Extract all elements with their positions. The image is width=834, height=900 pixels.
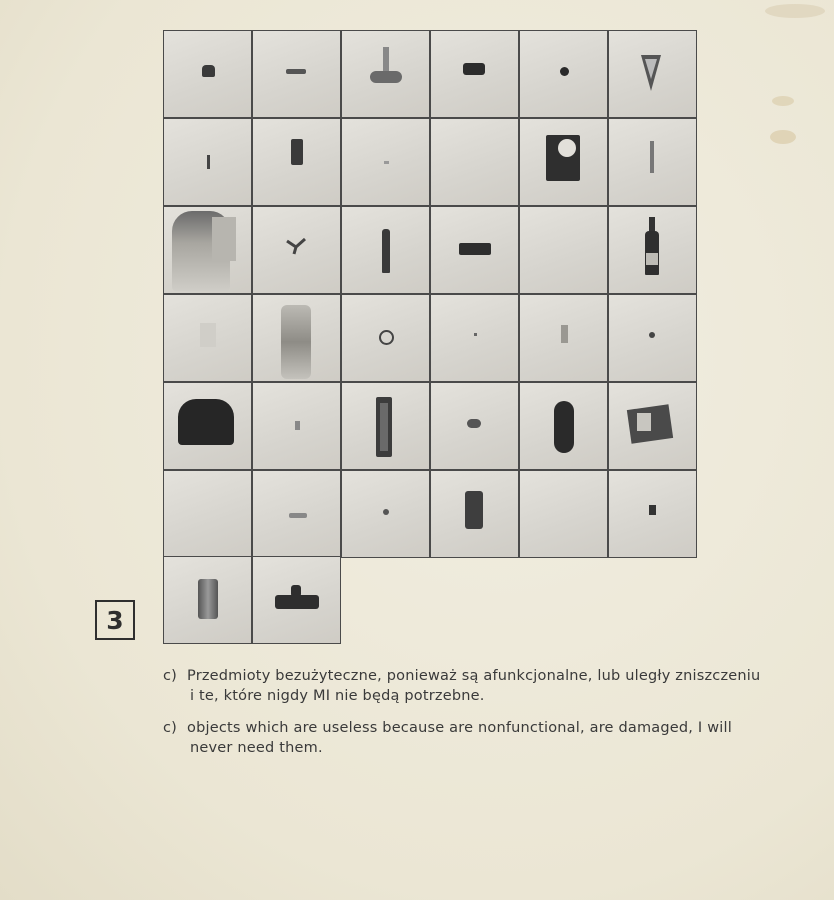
photo-cell — [430, 382, 519, 470]
small-object — [291, 585, 301, 597]
photo-cell — [163, 382, 252, 470]
caption-text: never need them. — [190, 740, 323, 756]
can-object — [198, 579, 218, 619]
small-object — [285, 237, 307, 255]
photo-cell — [163, 118, 252, 206]
pennant-object — [639, 51, 663, 93]
caption-marker: c) — [163, 720, 178, 736]
small-object — [200, 323, 216, 347]
paper-stain — [772, 96, 794, 106]
photo-cell — [163, 556, 252, 644]
caption-line — [163, 666, 819, 686]
small-object — [212, 217, 236, 261]
caption-line — [163, 738, 819, 758]
figure-number: 3 — [106, 605, 124, 635]
photo-cell — [252, 470, 341, 558]
photo-cell — [252, 294, 341, 382]
caption-line — [163, 718, 819, 738]
photo-cell — [608, 470, 697, 558]
photo-cell — [519, 206, 608, 294]
photo-cell — [252, 30, 341, 118]
photo-cell — [430, 30, 519, 118]
small-object — [474, 333, 477, 336]
photo-cell — [430, 118, 519, 206]
small-object — [202, 65, 215, 77]
can-object — [465, 491, 483, 529]
photo-cell — [519, 118, 608, 206]
small-object — [560, 67, 569, 76]
photo-cell — [252, 118, 341, 206]
small-object — [650, 141, 654, 173]
small-object — [383, 509, 389, 515]
photo-cell — [163, 294, 252, 382]
photo-cell — [252, 382, 341, 470]
small-object — [649, 505, 656, 515]
photo-cell — [519, 470, 608, 558]
small-object — [289, 513, 307, 518]
figure-number-box — [95, 600, 135, 640]
object-photo-grid — [163, 30, 695, 644]
photo-cell — [430, 206, 519, 294]
photo-cell — [608, 382, 697, 470]
photo-cell — [608, 118, 697, 206]
small-object — [295, 421, 300, 430]
photo-cell — [163, 206, 252, 294]
photo-cell — [341, 206, 430, 294]
photo-cell — [163, 470, 252, 558]
small-object — [379, 330, 394, 345]
photo-cell — [341, 118, 430, 206]
bottle-label — [646, 253, 658, 265]
small-object — [207, 155, 210, 169]
photo-cell — [252, 556, 341, 644]
photo-cell — [252, 206, 341, 294]
caption-english — [163, 718, 819, 758]
small-object — [380, 403, 388, 451]
small-object — [467, 419, 481, 428]
caption-polish — [163, 666, 819, 706]
photo-cell — [519, 30, 608, 118]
photo-cell — [341, 382, 430, 470]
small-object — [275, 595, 319, 609]
caption-text: Przedmioty bezużyteczne, ponieważ są afunkcjonalne, lub uległy zniszczeniu — [187, 668, 761, 684]
shoe-object — [554, 401, 574, 453]
caption-line — [163, 686, 819, 706]
photo-cell — [341, 294, 430, 382]
caption-marker: c) — [163, 668, 178, 684]
paper-stain — [765, 4, 825, 18]
photo-cell — [608, 294, 697, 382]
small-object — [463, 63, 485, 75]
photo-cell — [519, 382, 608, 470]
small-object — [286, 69, 306, 74]
small-object — [459, 243, 491, 255]
photo-cell — [341, 30, 430, 118]
photo-cell — [608, 30, 697, 118]
bag-object — [178, 399, 234, 445]
small-object — [649, 332, 655, 338]
small-object — [558, 139, 576, 157]
photo-cell — [430, 294, 519, 382]
photo-cell — [430, 470, 519, 558]
small-object — [382, 229, 390, 273]
small-object — [370, 71, 402, 83]
photo-cell — [341, 470, 430, 558]
small-object — [281, 305, 311, 379]
photo-cell — [608, 206, 697, 294]
caption-text: objects which are useless because are nonfunctional, are damaged, I will — [187, 720, 732, 736]
small-object — [637, 413, 651, 431]
small-object — [561, 325, 568, 343]
photo-cell — [519, 294, 608, 382]
small-object — [384, 161, 389, 164]
caption-text: i te, które nigdy MI nie będą potrzebne. — [190, 688, 485, 704]
photo-cell — [163, 30, 252, 118]
paper-stain — [770, 130, 796, 144]
small-object — [291, 139, 303, 165]
